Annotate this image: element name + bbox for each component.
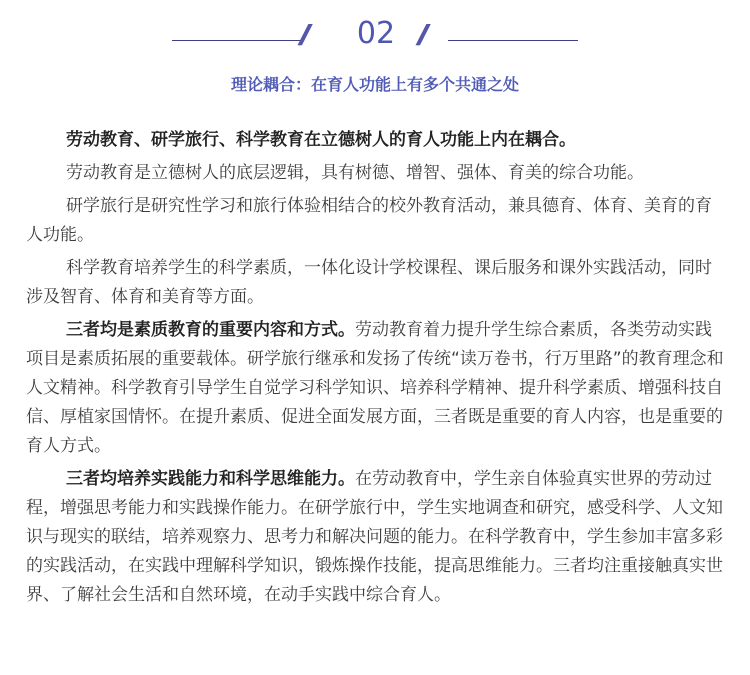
paragraph-6-lead: 三者均培养实践能力和科学思维能力。 (66, 469, 355, 489)
slash-decoration-right: // (418, 20, 421, 50)
slash-decoration-left: // (300, 20, 303, 50)
section-subtitle: 理论耦合：在育人功能上有多个共通之处 (230, 75, 519, 94)
header-line-right (448, 40, 578, 41)
paragraph-5-text: 劳动教育着力提升学生综合素质，各类劳动实践项目是素质拓展的重要载体。研学旅行继承和发扬了传统“读万卷书，行万里路”的教育理念和人文精神。科学教育引导学生自觉学习科学知识、培养科学精神、提升科学素质、增强科技自信、厚植家国情怀。在提升素质、促进全面发展方面，三者既是重要的育人内容，也是重要的育人方式。 (26, 320, 724, 456)
section-header (0, 12, 750, 52)
article-body (26, 126, 726, 614)
paragraph-1-lead: 劳动教育、研学旅行、科学教育在立德树人的育人功能上内在耦合。 (66, 130, 576, 150)
section-number: 02 (356, 16, 396, 51)
paragraph-1 (26, 126, 726, 155)
paragraph-6-text: 在劳动教育中，学生亲自体验真实世界的劳动过程，增强思考能力和实践操作能力。在研学旅行中，学生实地调查和研究，感受科学、人文知识与现实的联结，培养观察力、思考力和解决问题的能力。在科学教育中，学生参加丰富多彩的实践活动，在实践中理解科学知识，锻炼操作技能，提高思维能力。三者均注重接触真实世界、了解社会生活和自然环境，在动手实践中综合育人。 (26, 469, 723, 605)
paragraph-6 (26, 465, 726, 610)
paragraph-2: 劳动教育是立德树人的底层逻辑，具有树德、增智、强体、育美的综合功能。 (66, 163, 644, 183)
paragraph-5-lead: 三者均是素质教育的重要内容和方式。 (66, 320, 355, 340)
paragraph-5 (26, 316, 726, 461)
paragraph-3: 研学旅行是研究性学习和旅行体验相结合的校外教育活动，兼具德育、体育、美育的育人功能。 (26, 196, 712, 245)
paragraph-4: 科学教育培养学生的科学素质，一体化设计学校课程、课后服务和课外实践活动，同时涉及智育、体育和美育等方面。 (26, 258, 712, 307)
header-line-left (172, 40, 302, 41)
